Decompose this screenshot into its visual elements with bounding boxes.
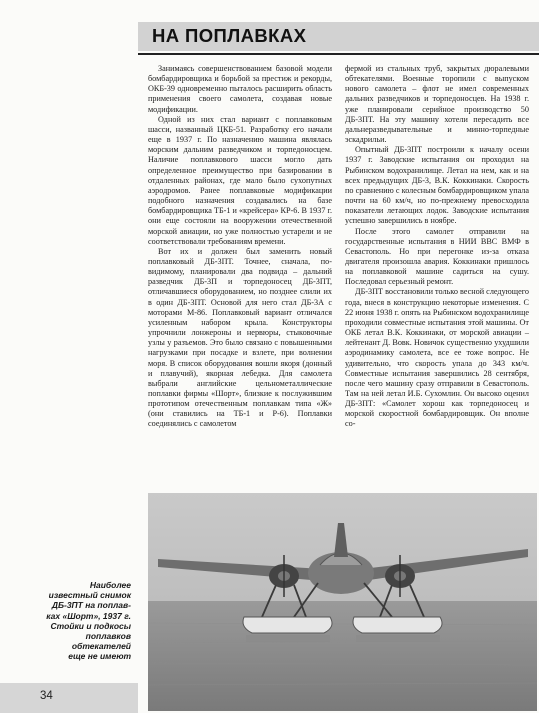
caption-line: обтекателей <box>71 641 131 652</box>
page-title: НА ПОПЛАВКАХ <box>152 25 307 46</box>
paragraph: Вот их и должен был заменить новый поплавковый ДБ-3ПТ. Точнее, сначала, по-видимому, планировали два подвида – дальний разведчик ДБ-3П и торпедоносец ДБ-3ПТ, отличавшиеся оборудованием, но позднее слили их в один ДБ-3ПТ. Основой для него стал ДБ-3А с моторами М-86. Поплавковый вариант отличался усиленным набором крыла. Конструкторы упрочнили лонжероны и нервюры, стыковочные узлы у разъемов. Это было связано с повышенными нагрузками при посадке и взлете, при волнении моря. В список оборудования вошли якоря (донный и плавучий), якорная лебедка. Для самолета выбрали английские цельнометаллические поплавки фирмы «Шорт», близкие к послужившим прототипом отечественным поплавкам типа «Ж» (они ставились на ТБ-1 и Р-6). Поплавки соединялись с самолетом <box>148 246 332 429</box>
caption-line: еще не имеют <box>68 651 131 662</box>
paragraph: Опытный ДБ-3ПТ построили к началу осени 1937 г. Заводские испытания он проходил на Рыбинском водохранилище. Летал на нем, как и на всех предыдущих ДБ-3, В.К. Коккинаки. Скорость по сравнению с колесным бомбардировщиком упала почти на 60 км/ч, но по-прежнему превосходила показатели летающих лодок. Заводские испытания успешно завершились в ноябре. <box>345 145 529 226</box>
page-number-box <box>0 683 138 713</box>
paragraph: После этого самолет отправили на государственные испытания в НИИ ВВС ВМФ в Севастополь. Но при перегонке из-за отказа двигателя произошла авария. Коккинаки пришлось на поплавковой машине садиться на сушу. Последовал серьезный ремонт. <box>345 226 529 287</box>
title-rule <box>138 53 539 55</box>
photo-caption <box>38 580 131 662</box>
caption-line: ДБ-3ПТ на поплав- <box>51 600 131 611</box>
text-column-right <box>345 64 529 430</box>
paragraph: Одной из них стал вариант с поплавковым шасси, названный ЦКБ-51. Разработку его начали еще в 1937 г. По назначению машина являлась морским дальним разведчиком и торпедоносцем. Наличие поплавкового шасси могло дать определенное преимущество при базировании в отдаленных районах, где мало было сухопутных аэродромов. Ранее поплавковые модификации подобного назначения создавались на базе бомбардировщика ТБ-1 и «крейсера» КР-6. В 1937 г. они еще состояли на вооружении отечественной морской авиации, но уже полностью устарели и не соответствовали требованиям времени. <box>148 114 332 246</box>
seaplane-photo <box>148 493 537 711</box>
paragraph: фермой из стальных труб, закрытых дюралевыми обтекателями. Военные торопили с выпуском нового самолета – флот не имел современных дальних разведчиков и торпедоносцев. На 1938 г. уже планировали серийное производство 50 ДБ-3ПТ. На эту машину хотели пересадить все дальнеразведывательные и минно-торпедные эскадрильи. <box>345 64 529 145</box>
page-number: 34 <box>40 690 53 702</box>
text-column-left <box>148 64 332 430</box>
caption-line: Стойки и подкосы <box>50 620 131 631</box>
caption-line: известный снимок <box>48 590 131 601</box>
caption-line: Наиболее <box>89 580 131 590</box>
caption-line: поплавков <box>85 631 131 642</box>
paragraph: ДБ-3ПТ восстановили только весной следующего года, внеся в конструкцию некоторые изменения. С 22 июня 1938 г. опять на Рыбинском водохранилище проходили совместные испытания этой машины. От ОКБ летал В.К. Коккинаки, от морской авиации – лейтенант Д. Вовк. Новичок существенно ухудшили аэродинамику самолета, все ее тоже вопрос. Не удивительно, что скорость упала до 343 км/ч. Совместные испытания завершились 28 сентября, после чего машину сразу отправили в Севастополь. Там на ней летал И.Б. Сухомлин. Он высоко оценил ДБ-3ПТ: «Самолет хорош как торпедоносец и морской скоростной бомбардировщик. Он вполне со- <box>345 287 529 429</box>
paragraph: Занимаясь совершенствованием базовой модели бомбардировщика и борьбой за престиж и рекорды, ОКБ-39 одновременно пыталось расширить область применения своего самолета, создавая новые модификации. <box>148 64 332 114</box>
caption-line: ках «Шорт», 1937 г. <box>46 610 131 621</box>
